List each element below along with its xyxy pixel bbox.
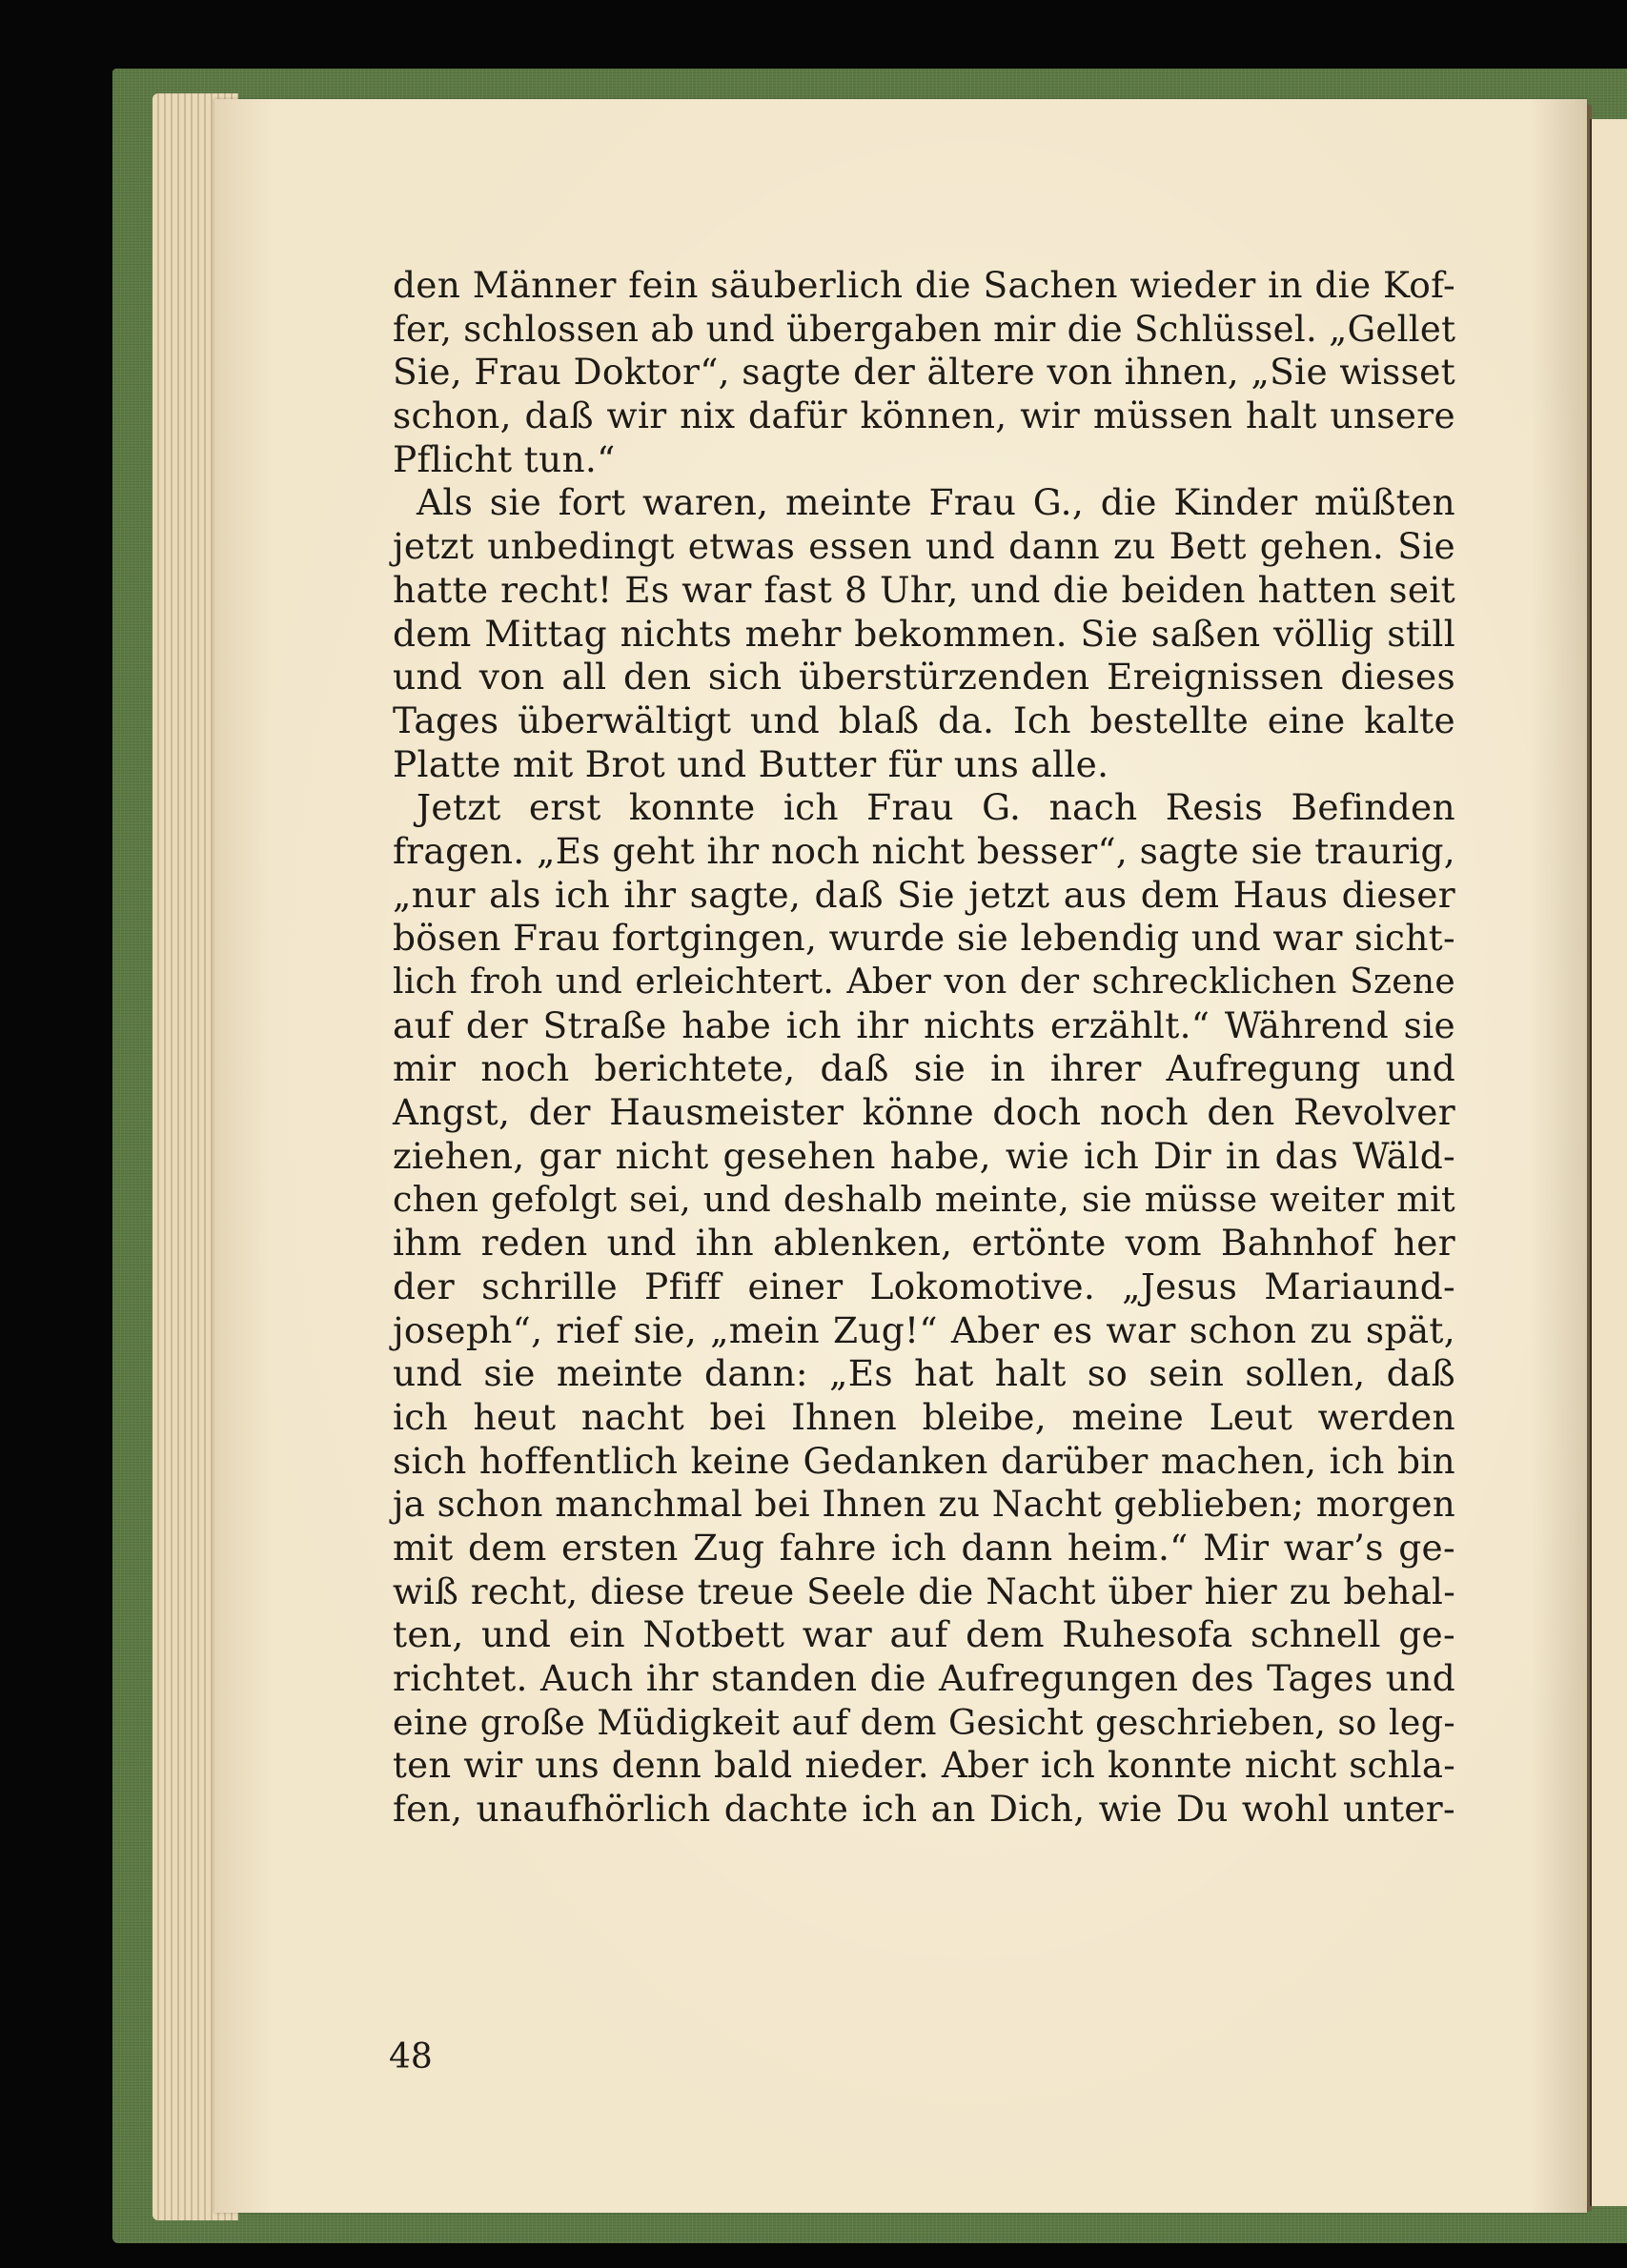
text-line: ja schon manchmal bei Ihnen zu Nacht geblieben; morgen (393, 1484, 1455, 1526)
text-line: wiß recht, diese treue Seele die Nacht über hier zu behal- (393, 1570, 1455, 1612)
facing-page-edge (1590, 119, 1627, 2206)
text-line: jetzt unbedingt etwas essen und dann zu Bett gehen. Sie (393, 525, 1455, 568)
text-line: chen gefolgt sei, und deshalb meinte, sie müsse weiter mit (393, 1179, 1455, 1221)
text-line: mir noch berichtete, daß sie in ihrer Aufregung und (393, 1047, 1455, 1090)
text-line: Platte mit Brot und Butter für uns alle. (393, 742, 1109, 785)
text-line: joseph“, rief sie, „mein Zug!“ Aber es war schon zu spät, (393, 1308, 1455, 1351)
text-line: Tages überwältigt und blaß da. Ich bestellte eine kalte (393, 699, 1455, 741)
text-line: den Männer fein säuberlich die Sachen wieder in die Kof- (393, 264, 1455, 306)
text-line: Jetzt erst konnte ich Frau G. nach Resis Befinden (417, 786, 1455, 829)
text-line: Sie, Frau Doktor“, sagte der ältere von ihnen, „Sie wisset (393, 351, 1455, 394)
text-line: ziehen, gar nicht gesehen habe, wie ich Dir in das Wäld- (393, 1134, 1455, 1177)
text-line: hatte recht! Es war fast 8 Uhr, und die beiden hatten seit (393, 568, 1455, 611)
text-line: Als sie fort waren, meinte Frau G., die Kinder müßten (417, 481, 1455, 524)
text-line: „nur als ich ihr sagte, daß Sie jetzt aus dem Haus dieser (393, 873, 1455, 916)
text-line: der schrille Pfiff einer Lokomotive. „Jesus Mariaund- (393, 1265, 1455, 1307)
text-line: fen, unaufhörlich dachte ich an Dich, wie Du wohl unter- (393, 1788, 1455, 1831)
text-line: ich heut nacht bei Ihnen bleibe, meine Leut werden (393, 1395, 1455, 1438)
text-line: richtet. Auch ihr standen die Aufregungen des Tages und (393, 1657, 1455, 1699)
text-line: fragen. „Es geht ihr noch nicht besser“, sagte sie traurig, (393, 829, 1455, 872)
text-line: und sie meinte dann: „Es hat halt so sein sollen, daß (393, 1352, 1455, 1395)
page-number: 48 (389, 2037, 433, 2076)
text-line: dem Mittag nichts mehr bekommen. Sie saßen völlig still (393, 612, 1455, 655)
body-text (393, 264, 1455, 1832)
text-line: Pflicht tun.“ (393, 437, 616, 480)
text-line: auf der Straße habe ich ihr nichts erzählt.“ Während sie (393, 1003, 1455, 1046)
text-line: bösen Frau fortgingen, wurde sie lebendig und war sicht- (393, 917, 1455, 960)
text-line: eine große Müdigkeit auf dem Gesicht geschrieben, so leg- (393, 1701, 1455, 1743)
text-line: schon, daß wir nix dafür können, wir müssen halt unsere (393, 395, 1455, 437)
text-line: ten wir uns denn bald nieder. Aber ich konnte nicht schla- (393, 1745, 1455, 1787)
text-line: ten, und ein Notbett war auf dem Ruhesofa schnell ge- (393, 1613, 1455, 1656)
text-line: mit dem ersten Zug fahre ich dann heim.“ Mir war’s ge- (393, 1526, 1455, 1569)
text-line: und von all den sich überstürzenden Ereignissen dieses (393, 656, 1455, 699)
text-line: lich froh und erleichtert. Aber von der schrecklichen Szene (393, 962, 1455, 1002)
text-line: Angst, der Hausmeister könne doch noch den Revolver (393, 1091, 1455, 1134)
text-line: sich hoffentlich keine Gedanken darüber machen, ich bin (393, 1439, 1455, 1482)
text-line: fer, schlossen ab und übergaben mir die Schlüssel. „Gellet (393, 308, 1456, 350)
text-line: ihm reden und ihn ablenken, ertönte vom Bahnhof her (393, 1222, 1455, 1265)
